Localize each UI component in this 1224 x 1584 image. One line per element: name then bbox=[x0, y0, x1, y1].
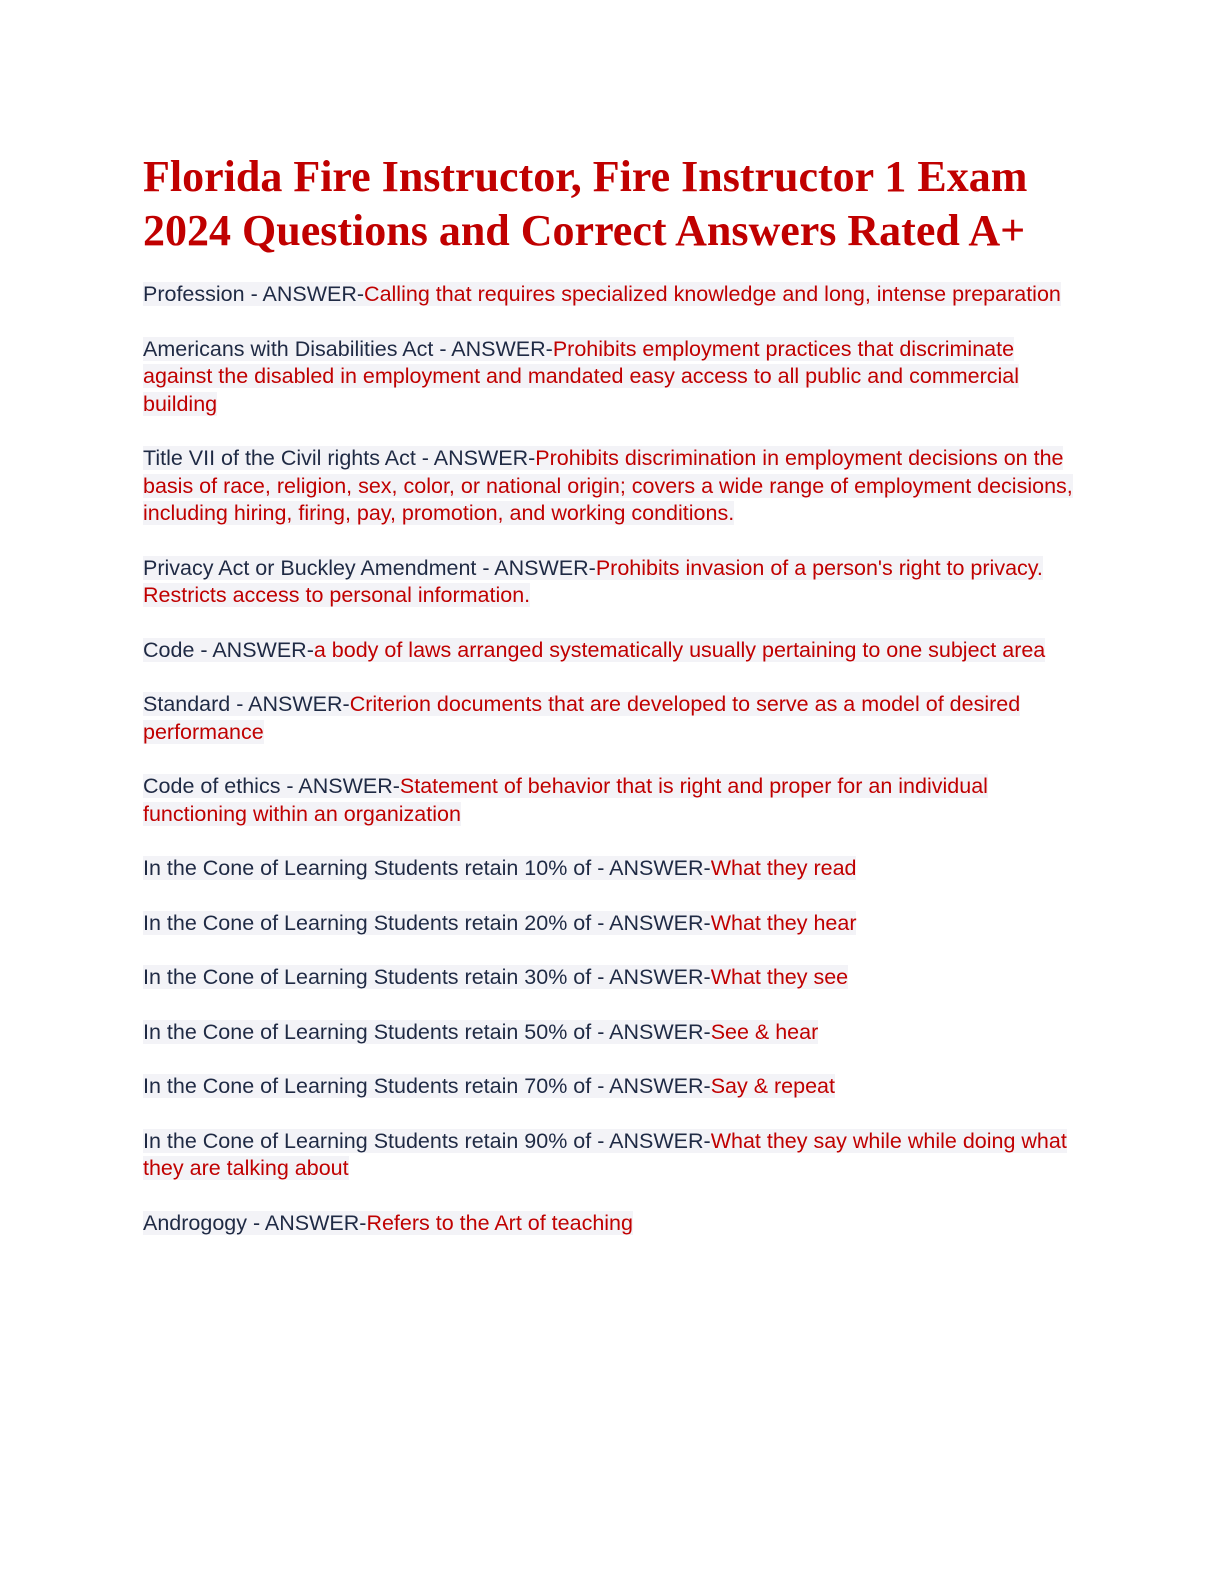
question-text: In the Cone of Learning Students retain 20% of bbox=[143, 910, 592, 935]
answer-separator: - ANSWER- bbox=[591, 910, 711, 935]
answer-text: Prohibits employment practices that discriminate against the disabled in employment and mandated easy access to all public and commercial building bbox=[143, 336, 1020, 416]
question-text: Standard bbox=[143, 692, 231, 716]
qa-item bbox=[143, 1073, 1073, 1101]
answer-separator: - ANSWER- bbox=[415, 446, 536, 470]
answer-text: Prohibits invasion of a person's right to privacy. Restricts access to personal information. bbox=[143, 555, 1043, 607]
answer-text: Calling that requires specialized knowledge and long, intense preparation bbox=[364, 282, 1061, 306]
qa-text bbox=[143, 911, 856, 935]
question-text: Privacy Act or Buckley Amendment bbox=[143, 555, 477, 580]
qa-item bbox=[143, 555, 1073, 610]
question-text: In the Cone of Learning Students retain 30% of bbox=[143, 965, 592, 989]
qa-text bbox=[143, 282, 1061, 306]
qa-text bbox=[143, 856, 856, 880]
answer-separator: - ANSWER- bbox=[280, 774, 400, 798]
answer-separator: - ANSWER- bbox=[433, 336, 553, 361]
question-text: Code bbox=[143, 637, 195, 662]
answer-text: Say & repeat bbox=[710, 1074, 835, 1098]
answer-separator: - ANSWER- bbox=[244, 282, 365, 306]
answer-text: What they say while while doing what they are talking about bbox=[143, 1128, 1067, 1180]
document-title: Florida Fire Instructor, Fire Instructor 1 Exam 2024 Questions and Correct Answers Rated A+ bbox=[143, 152, 1028, 255]
qa-item bbox=[143, 855, 1073, 883]
answer-text: See & hear bbox=[710, 1019, 819, 1044]
answer-text: What they hear bbox=[710, 910, 857, 935]
answer-text: a body of laws arranged systematically usually pertaining to one subject area bbox=[313, 637, 1046, 662]
qa-item bbox=[143, 773, 1073, 828]
qa-item bbox=[143, 1210, 1073, 1238]
answer-text: What they see bbox=[710, 965, 849, 989]
qa-item bbox=[143, 1019, 1073, 1047]
qa-item bbox=[143, 445, 1073, 528]
answer-text: Prohibits discrimination in employment decisions on the basis of race, religion, sex, color, or national origin; covers a wide range of employment decisions, including hiring, firing, pay, promotion, and working conditions. bbox=[143, 446, 1073, 525]
qa-item bbox=[143, 910, 1073, 938]
answer-separator: - ANSWER- bbox=[476, 555, 596, 580]
qa-text bbox=[143, 965, 848, 989]
qa-text bbox=[143, 1020, 818, 1044]
question-text: Title VII of the Civil rights Act bbox=[143, 446, 416, 470]
qa-text bbox=[143, 774, 988, 826]
answer-separator: - ANSWER- bbox=[230, 692, 350, 716]
answer-separator: - ANSWER- bbox=[247, 1210, 367, 1235]
question-text: Profession bbox=[143, 282, 245, 306]
answer-text: Criterion documents that are developed to serve as a model of desired performance bbox=[143, 692, 1021, 744]
qa-item bbox=[143, 691, 1073, 746]
qa-item bbox=[143, 964, 1073, 992]
question-text: Code of ethics bbox=[143, 774, 281, 798]
qa-text bbox=[143, 1074, 835, 1098]
question-text: Androgogy bbox=[143, 1210, 247, 1235]
answer-text: Statement of behavior that is right and proper for an individual functioning within an organization bbox=[143, 774, 988, 826]
answer-separator: - ANSWER- bbox=[591, 1074, 711, 1098]
qa-text bbox=[143, 1129, 1067, 1181]
question-text: In the Cone of Learning Students retain 10% of bbox=[143, 856, 592, 880]
answer-separator: - ANSWER- bbox=[591, 1128, 711, 1153]
answer-separator: - ANSWER- bbox=[591, 1019, 711, 1044]
question-text: Americans with Disabilities Act bbox=[143, 336, 434, 361]
qa-item bbox=[143, 637, 1073, 665]
answer-separator: - ANSWER- bbox=[591, 965, 711, 989]
answer-text: Refers to the Art of teaching bbox=[366, 1210, 633, 1235]
qa-item bbox=[143, 336, 1073, 419]
answer-text: What they read bbox=[710, 856, 857, 880]
qa-text bbox=[143, 1211, 633, 1235]
question-text: In the Cone of Learning Students retain 50% of bbox=[143, 1019, 592, 1044]
qa-text bbox=[143, 337, 1019, 416]
answer-separator: - ANSWER- bbox=[194, 637, 314, 662]
qa-text bbox=[143, 692, 1020, 744]
answer-separator: - ANSWER- bbox=[591, 856, 711, 880]
qa-item bbox=[143, 281, 1073, 309]
qa-text bbox=[143, 556, 1043, 608]
question-text: In the Cone of Learning Students retain 90% of bbox=[143, 1128, 592, 1153]
question-text: In the Cone of Learning Students retain 70% of bbox=[143, 1074, 592, 1098]
qa-list bbox=[143, 281, 1073, 1237]
qa-text bbox=[143, 446, 1073, 525]
qa-text bbox=[143, 638, 1045, 662]
qa-item bbox=[143, 1128, 1073, 1183]
document-page bbox=[143, 150, 1073, 1264]
